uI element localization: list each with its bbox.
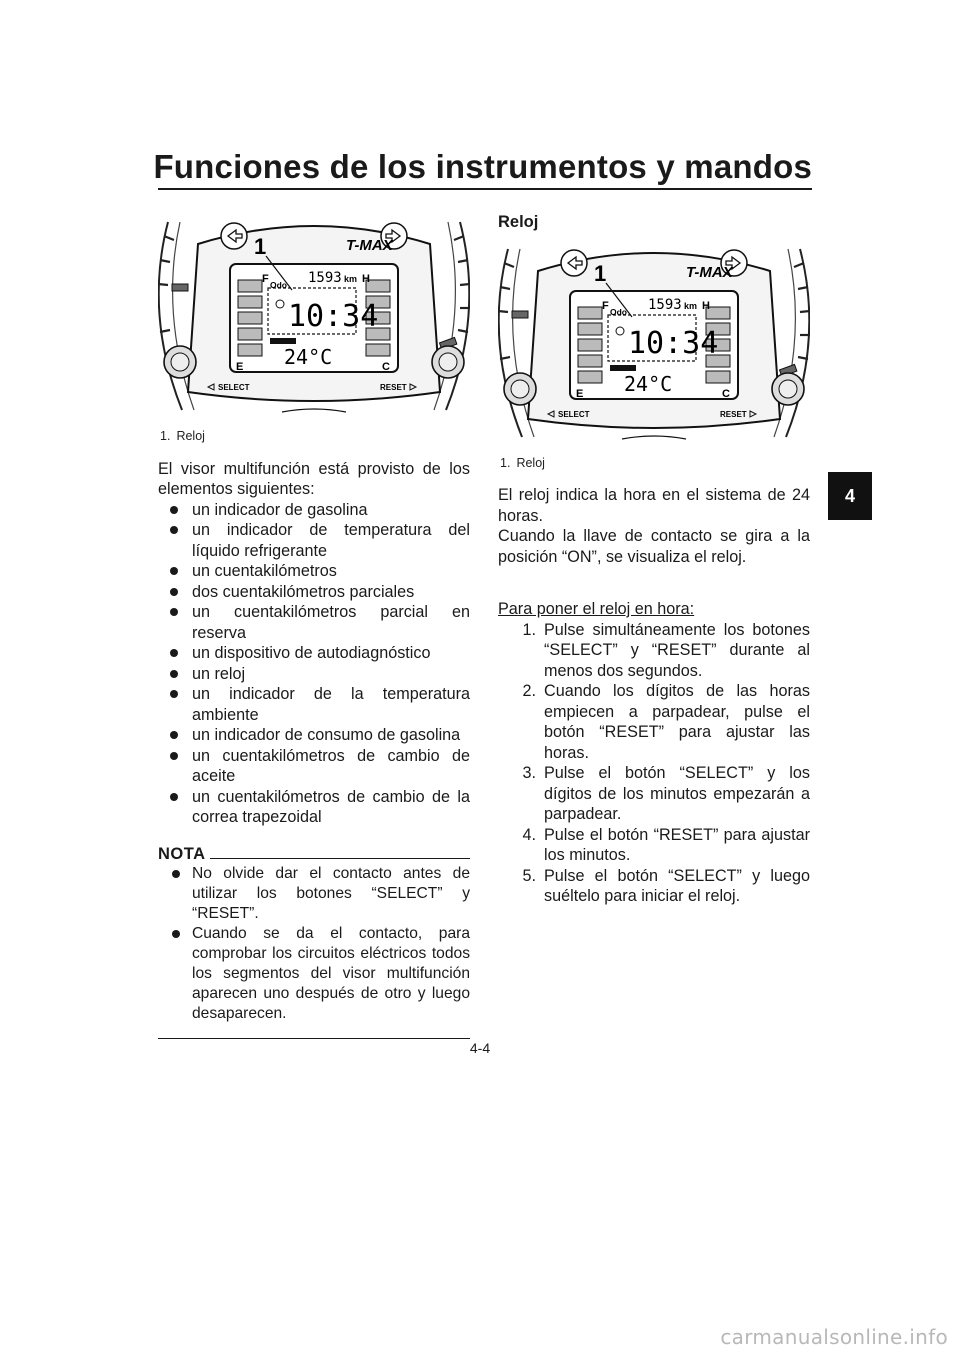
list-item: dos cuentakilómetros parciales bbox=[158, 582, 470, 603]
list-item: un indicador de la temperatura ambiente bbox=[158, 684, 470, 725]
list-item: un cuentakilómetros bbox=[158, 561, 470, 582]
odo-unit: km bbox=[344, 274, 358, 284]
instrument-panel-figure bbox=[158, 214, 470, 420]
temp-hot-mark: H bbox=[702, 299, 710, 312]
reset-button-label: RESET bbox=[380, 383, 407, 392]
list-item: No olvide dar el contacto antes de utilizar los botones “SELECT” y “RESET”. bbox=[168, 864, 470, 924]
list-item: 2. Cuando los dígitos de las horas empiecen a parpadear, pulse el botón “RESET” para ajustar las horas. bbox=[522, 682, 810, 762]
clock-panel-figure bbox=[498, 241, 810, 447]
left-turn-arrow-icon bbox=[561, 250, 587, 276]
set-clock-steps bbox=[498, 620, 810, 907]
callout-number: 1 bbox=[594, 260, 607, 286]
title-rule bbox=[158, 188, 812, 190]
select-button-label: SELECT bbox=[218, 383, 250, 392]
list-item: un cuentakilómetros parcial en reserva bbox=[158, 602, 470, 643]
fuel-full-mark: F bbox=[602, 299, 609, 312]
fuel-pump-icon bbox=[610, 365, 636, 371]
figure-caption: 1. Reloj bbox=[500, 455, 545, 470]
select-button-label: SELECT bbox=[558, 409, 590, 419]
fuel-pump-icon bbox=[270, 338, 296, 344]
list-item: 3. Pulse el botón “SELECT” y los dígitos de los minutos empezarán a parpadear. bbox=[522, 764, 810, 823]
temp-cold-mark: C bbox=[722, 387, 730, 400]
clock-time: 10:34 bbox=[628, 325, 719, 361]
intro-paragraph: El visor multifunción está provisto de los elementos siguientes: bbox=[158, 459, 470, 498]
left-column bbox=[158, 214, 470, 1039]
list-item: Cuando se da el contacto, para comprobar los circuitos eléctricos todos los segmentos del visor multifunción aparecen uno después de otro y luego desaparecen. bbox=[168, 924, 470, 1024]
clock-paragraph: El reloj indica la hora en el sistema de 24 horas. bbox=[498, 486, 810, 525]
section-title: Reloj bbox=[498, 213, 539, 231]
odo-value: 1593 bbox=[308, 270, 342, 286]
features-list bbox=[158, 500, 470, 828]
right-column bbox=[498, 214, 810, 907]
odo-label: Odo bbox=[610, 306, 627, 317]
note-label: NOTA bbox=[158, 844, 206, 863]
chapter-tab: 4 bbox=[828, 472, 872, 520]
note-box bbox=[158, 844, 470, 1040]
page-number: 4-4 bbox=[469, 1040, 491, 1056]
fuel-empty-mark: E bbox=[576, 387, 584, 400]
set-clock-subheading: Para poner el reloj en hora: bbox=[498, 600, 695, 618]
temp-hot-mark: H bbox=[362, 273, 370, 285]
tmax-logo: T-MAX bbox=[346, 237, 393, 254]
list-item: 4. Pulse el botón “RESET” para ajustar los minutos. bbox=[522, 825, 810, 864]
list-item: un reloj bbox=[158, 664, 470, 685]
list-item: un cuentakilómetros de cambio de la correa trapezoidal bbox=[158, 787, 470, 828]
left-turn-arrow-icon bbox=[221, 223, 247, 249]
figure-caption: 1. Reloj bbox=[160, 429, 205, 443]
watermark[interactable]: carmanualsonline.info bbox=[720, 1325, 948, 1349]
note-list bbox=[168, 864, 470, 1024]
clock-time: 10:34 bbox=[288, 299, 379, 334]
callout-number: 1 bbox=[254, 234, 267, 259]
temp-cold-mark: C bbox=[382, 361, 390, 373]
list-item: un indicador de consumo de gasolina bbox=[158, 725, 470, 746]
list-item: un cuentakilómetros de cambio de aceite bbox=[158, 746, 470, 787]
list-item: un indicador de gasolina bbox=[158, 500, 470, 521]
reset-button-label: RESET bbox=[720, 409, 747, 419]
ambient-temp: 24°C bbox=[284, 345, 333, 369]
odo-value: 1593 bbox=[648, 296, 682, 313]
clock-paragraph: Cuando la llave de contacto se gira a la posición “ON”, se visualiza el reloj. bbox=[498, 527, 810, 566]
list-item: 5. Pulse el botón “SELECT” y luego suéltelo para iniciar el reloj. bbox=[522, 866, 810, 905]
fuel-empty-mark: E bbox=[236, 361, 244, 373]
list-item: 1. Pulse simultáneamente los botones “SELECT” y “RESET” durante al menos dos segundos. bbox=[522, 620, 810, 680]
odo-label: Odo bbox=[270, 280, 287, 290]
list-item: un indicador de temperatura del líquido refrigerante bbox=[158, 520, 470, 561]
odo-unit: km bbox=[684, 300, 698, 311]
page-title: Funciones de los instrumentos y mandos bbox=[153, 148, 812, 185]
tmax-logo: T-MAX bbox=[686, 263, 733, 281]
list-item: un dispositivo de autodiagnóstico bbox=[158, 643, 470, 664]
ambient-temp: 24°C bbox=[624, 371, 673, 396]
fuel-full-mark: F bbox=[262, 273, 269, 285]
